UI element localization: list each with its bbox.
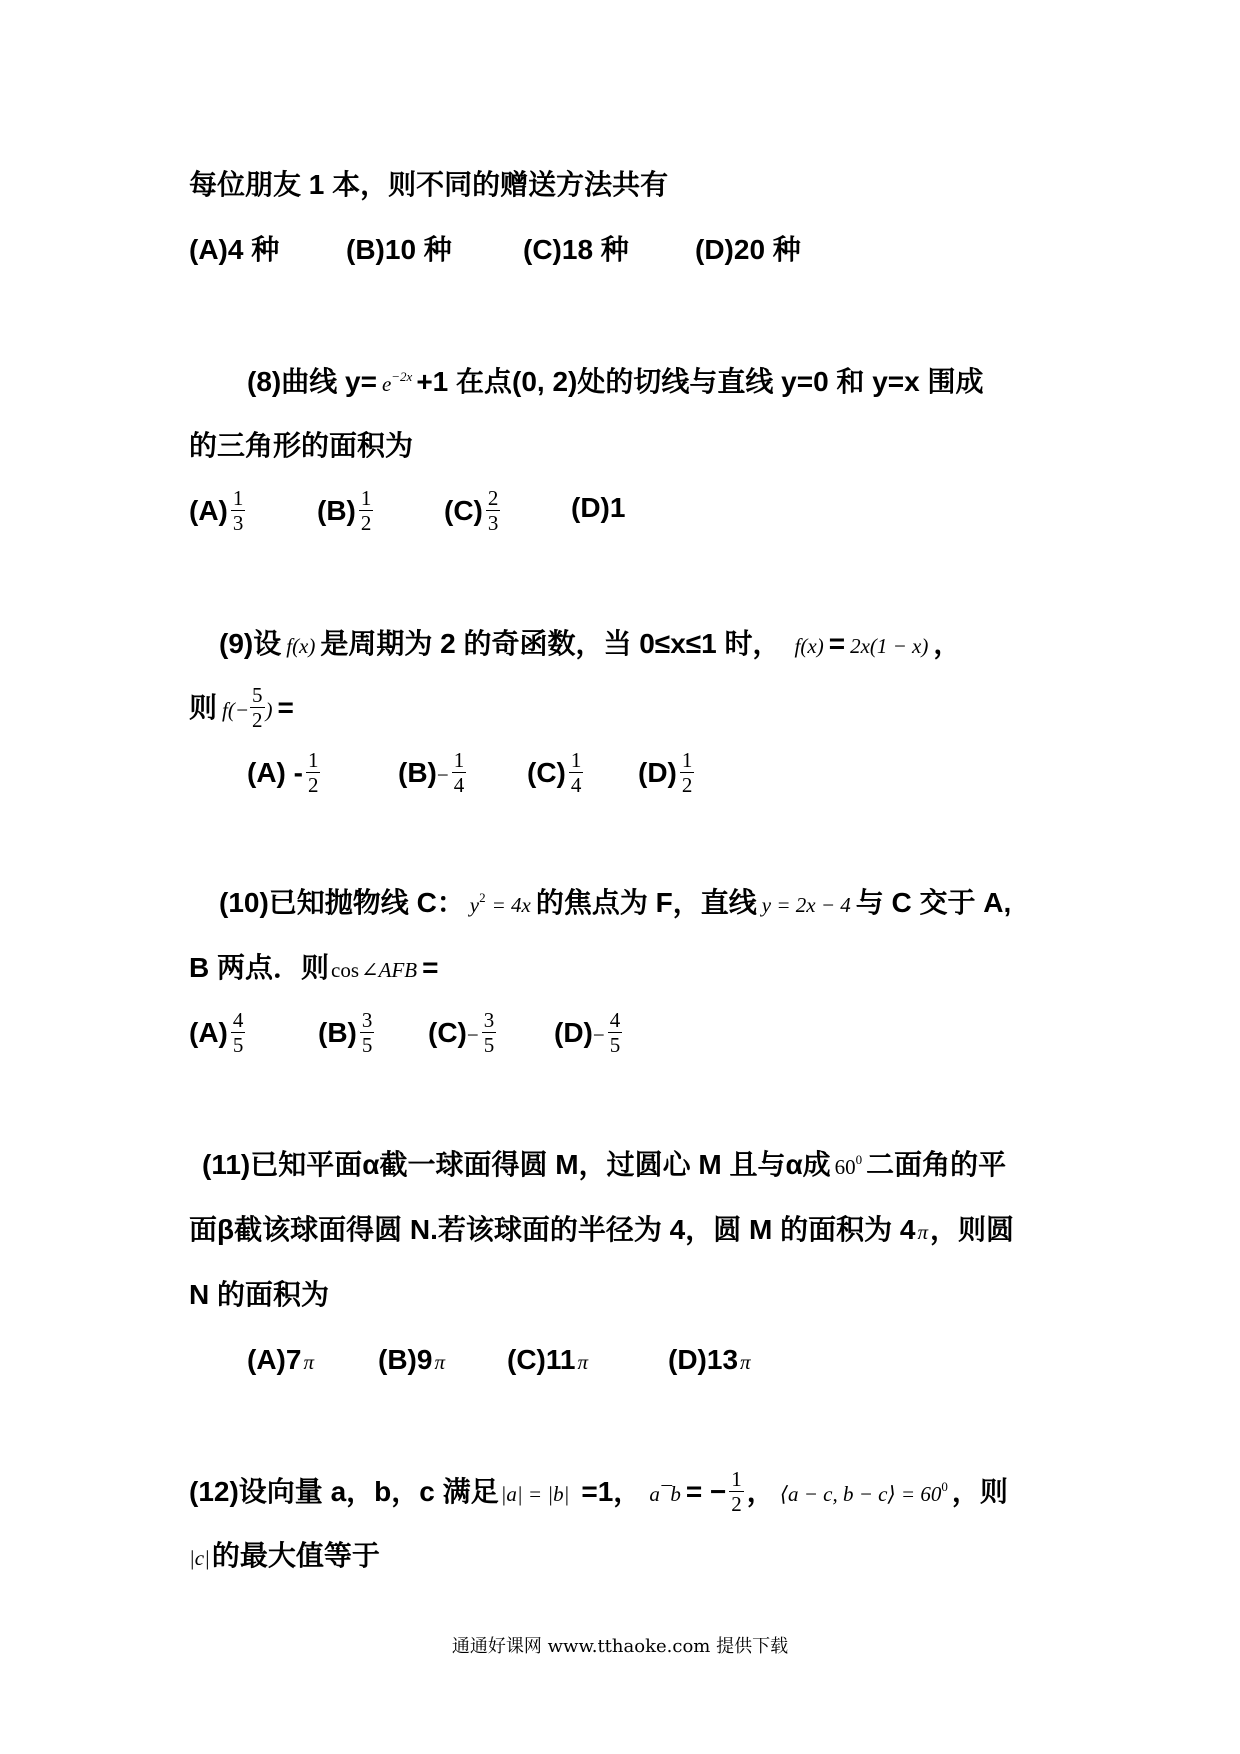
fraction-numerator: 3: [483, 1008, 495, 1032]
math-expression: = 4x: [491, 893, 531, 917]
option-c: (C)18 种: [523, 234, 629, 265]
question-12-line-1: [189, 1467, 1008, 1516]
math-exponent: 2: [479, 890, 486, 905]
question-8-text: (8)曲线 y=: [247, 366, 377, 397]
option-c: [507, 1340, 590, 1380]
pi-symbol: π: [917, 1220, 928, 1244]
math-expression: |a| = |b|: [500, 1481, 570, 1506]
math-expression: ∠AFB: [361, 958, 418, 982]
question-11-text: (11)已知平面α截一球面得圆 M，过圆心 M 且与α成: [202, 1149, 831, 1180]
math-expression: ): [265, 697, 273, 722]
fraction-numerator: 1: [681, 748, 693, 772]
math-exponent: 0: [855, 1152, 863, 1167]
fraction-numerator: 1: [307, 748, 319, 772]
math-base: y: [469, 893, 480, 917]
option-b: [398, 748, 469, 797]
question-11-text: 面β截该球面得圆 N.若该球面的半径为 4，圆 M 的面积为 4: [189, 1214, 916, 1245]
pi-symbol: π: [740, 1350, 751, 1374]
fraction-numerator: 1: [232, 486, 244, 510]
question-12-text: ，: [746, 1475, 775, 1507]
option-label: (B): [317, 494, 356, 526]
fraction: [482, 1008, 497, 1057]
option-label: (A) -: [247, 756, 303, 788]
question-9-options: [0, 748, 1240, 797]
fraction-numerator: 3: [361, 1008, 373, 1032]
fraction-denominator: 2: [360, 511, 372, 535]
math-expression: f(−: [222, 697, 250, 722]
minus-sign: −: [466, 1022, 479, 1047]
option-d: [638, 748, 697, 797]
fraction-numerator: 1: [453, 748, 465, 772]
math-exponent: 0: [941, 1478, 948, 1494]
option-b: [317, 486, 376, 535]
question-12-text: (12)设向量 a，b，c 满足: [189, 1475, 499, 1507]
pi-symbol: π: [303, 1350, 314, 1374]
math-equals: =: [828, 628, 846, 659]
question-9-text: ，: [933, 628, 962, 659]
option-a: [247, 1340, 316, 1380]
math-expression: f(x): [794, 634, 824, 658]
option-d: (D)20 种: [695, 234, 801, 265]
fraction-denominator: 3: [232, 511, 244, 535]
fraction-denominator: 4: [570, 773, 582, 797]
fraction-numerator: 1: [731, 1467, 742, 1491]
fraction-denominator: 5: [361, 1033, 373, 1057]
question-8-line-2: 的三角形的面积为: [189, 430, 414, 461]
question-9-text: 是周期为 2 的奇函数，当 0≤x≤1 时，: [320, 628, 781, 659]
option-label: (A)7: [247, 1344, 302, 1375]
question-7-options: [0, 230, 1240, 270]
question-11-line-1: [202, 1145, 1006, 1185]
fraction: [359, 486, 374, 535]
option-label: (D): [554, 1016, 593, 1048]
fraction-denominator: 2: [681, 773, 693, 797]
math-expression: 2x(1 − x): [850, 634, 929, 658]
option-d: (D)1: [571, 492, 626, 523]
page-footer: 通通好课网 www.tthaoke.com 提供下载: [451, 1636, 789, 1657]
option-label: (A): [189, 494, 228, 526]
fraction-denominator: 2: [731, 1492, 742, 1516]
option-a: [247, 748, 323, 797]
fraction-denominator: 5: [609, 1033, 621, 1057]
math-expression: y = 2x − 4: [761, 893, 851, 917]
option-a: [189, 486, 248, 535]
math-expression: |c|: [189, 1546, 210, 1570]
fraction-numerator: 4: [232, 1008, 244, 1032]
fraction: [452, 748, 467, 797]
option-label: (D)13: [668, 1344, 739, 1375]
option-b: [318, 1008, 377, 1057]
pi-symbol: π: [577, 1350, 588, 1374]
fraction-denominator: 3: [487, 511, 499, 535]
question-12-text: =1，: [581, 1475, 642, 1507]
question-10-text: B 两点．则: [189, 952, 330, 983]
math-expression: ⟨a − c, b − c⟩ = 60: [779, 1481, 942, 1506]
fraction-denominator: 2: [307, 773, 319, 797]
fraction: [231, 1008, 246, 1057]
fraction: [231, 486, 246, 535]
option-d: [668, 1340, 753, 1380]
question-10-text: 与 C 交于 A,: [855, 887, 1012, 918]
math-expression: a¯b: [649, 1481, 681, 1506]
fraction-numerator: 5: [252, 683, 263, 707]
fraction-denominator: 2: [252, 708, 263, 732]
fraction: [306, 748, 321, 797]
question-9-text: 则: [189, 691, 218, 723]
question-10-text: =: [422, 952, 439, 983]
fraction-numerator: 2: [487, 486, 499, 510]
question-11-text: ，则圆: [930, 1214, 1015, 1245]
question-10-line-2: [189, 948, 438, 988]
option-label: (C)11: [507, 1344, 576, 1375]
fraction: [250, 683, 265, 732]
question-10-line-1: [219, 883, 1011, 923]
question-12-text: ，则: [951, 1475, 1008, 1507]
fraction-numerator: 1: [360, 486, 372, 510]
math-equals: = −: [685, 1475, 727, 1507]
question-12-text: 的最大值等于: [211, 1540, 380, 1571]
question-10-text: 的焦点为 F，直线: [535, 887, 757, 918]
question-12-line-2: [189, 1536, 380, 1576]
pi-symbol: π: [434, 1350, 445, 1374]
question-11-line-3: N 的面积为: [189, 1279, 330, 1310]
math-base: 60: [834, 1155, 856, 1179]
fraction: [360, 1008, 375, 1057]
question-9-text: =: [277, 691, 294, 723]
option-label: (A): [189, 1016, 228, 1048]
option-label: (C): [444, 494, 483, 526]
option-d: [554, 1008, 625, 1057]
fraction: [569, 748, 584, 797]
fraction: [608, 1008, 623, 1057]
fraction: [729, 1467, 744, 1516]
question-9-line-2: [189, 683, 294, 732]
question-8-options: [0, 486, 1240, 535]
question-9-text: (9)设: [219, 628, 282, 659]
option-label: (B): [398, 756, 437, 788]
option-c: [428, 1008, 499, 1057]
option-label: (D): [638, 756, 677, 788]
question-10-options: [0, 1008, 1240, 1057]
question-9-line-1: [219, 624, 961, 664]
fraction-numerator: 1: [570, 748, 582, 772]
option-a: (A)4 种: [189, 234, 280, 265]
question-11-text: 二面角的平: [866, 1149, 1007, 1180]
minus-sign: −: [436, 762, 449, 787]
fraction-denominator: 5: [483, 1033, 495, 1057]
option-b: (B)10 种: [346, 234, 452, 265]
fraction-denominator: 5: [232, 1033, 244, 1057]
option-b: [378, 1340, 447, 1380]
option-label: (C): [527, 756, 566, 788]
question-11-options: [0, 1340, 1240, 1380]
question-7-tail-text: 每位朋友 1 本，则不同的赠送方法共有: [189, 169, 669, 200]
math-exponent: −2x: [391, 369, 413, 384]
question-10-text: (10)已知抛物线 C：: [219, 887, 465, 918]
question-11-line-2: [189, 1210, 1014, 1250]
option-c: [527, 748, 586, 797]
math-expression: f(x): [286, 634, 316, 658]
question-8-text: +1 在点(0, 2)处的切线与直线 y=0 和 y=x 围成: [416, 366, 984, 397]
fraction: [486, 486, 501, 535]
fraction: [680, 748, 695, 797]
option-a: [189, 1008, 248, 1057]
option-label: (C): [428, 1016, 467, 1048]
math-function: cos: [331, 958, 360, 982]
question-8-line-1: [247, 362, 983, 402]
option-label: (B)9: [378, 1344, 433, 1375]
fraction-denominator: 4: [453, 773, 465, 797]
option-label: (B): [318, 1016, 357, 1048]
option-c: [444, 486, 503, 535]
fraction-numerator: 4: [609, 1008, 621, 1032]
minus-sign: −: [592, 1022, 605, 1047]
math-base: e: [381, 372, 392, 396]
